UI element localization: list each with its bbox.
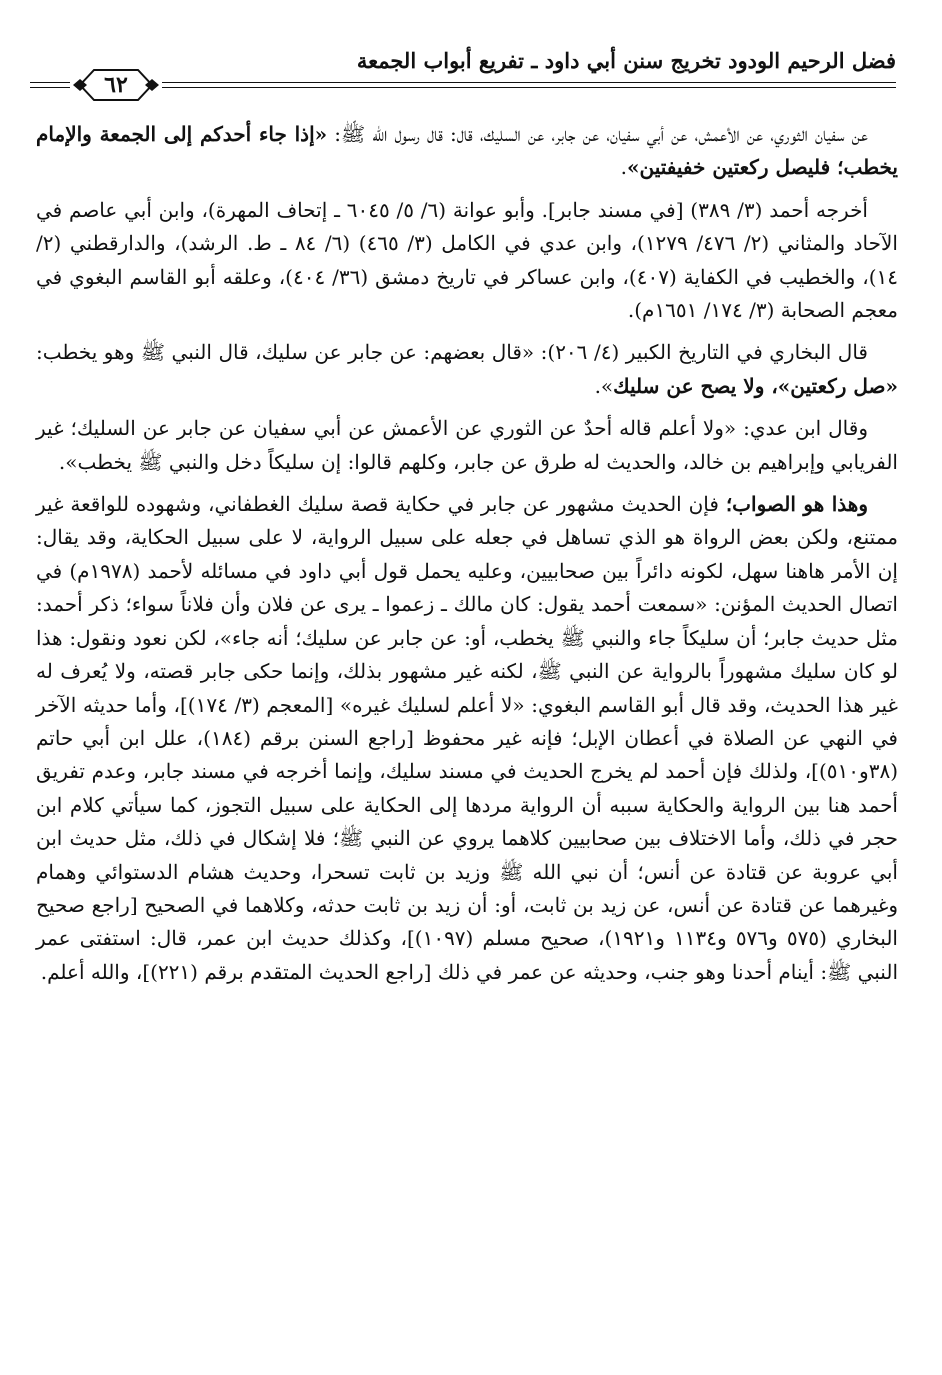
page-number-ornament [70, 66, 162, 104]
paragraph [36, 118, 898, 185]
running-title: فضل الرحيم الودود تخريج سنن أبي داود ـ تفريع أبواب الجمعة [356, 48, 896, 73]
paragraph-text: عن سفيان الثوري، عن الأعمش، عن أبي سفيان، عن جابر، عن السليك، قال: قال رسول الله ﷺ: [327, 122, 868, 146]
hadith-quote: «إذا جاء أحدكم إلى الجمعة والإمام يخطب؛ فليصل ركعتين خفيفتين» [36, 122, 898, 180]
paragraph [36, 412, 898, 479]
paragraph-heading: وهذا هو الصواب؛ [725, 492, 868, 517]
paragraph [36, 488, 898, 989]
page-number: ٦٢ [104, 72, 128, 98]
page-header [30, 40, 896, 98]
page-body [36, 118, 898, 998]
paragraph-text: أخرجه أحمد (٣/ ٣٨٩) [في مسند جابر]. وأبو عوانة (٦/ ٥/ ٦٠٤٥ ـ إتحاف المهرة)، وابن أبي عاصم في الآحاد والمثاني (٢/ ٤٧٦/ ١٢٧٩)، وابن عدي في الكامل (٣/ ٤٦٥) (٦/ ٨٤ ـ ط. الرشد)، والدارقطني (٢/ ١٤)، والخطيب في الكفاية (٤٠٧)، وابن عساكر في تاريخ دمشق (٣٦/ ٤٠٤)، وعلقه أبو القاسم البغوي في معجم الصحابة (٣/ ١٧٤/ ١٦٥١م). [36, 197, 898, 323]
paragraph [36, 194, 898, 328]
paragraph-text: . [620, 155, 627, 180]
paragraph-text: فإن الحديث مشهور عن جابر في حكاية قصة سليك الغطفاني، وشهوده للواقعة غير ممتنع، ولكن بعض الرواة هو الذي تساهل في جعله على سبيل الرواية، لا على سبيل الحكاية، وقد يقال: إن الأمر هاهنا سهل، لكونه دائراً بين صحابيين، وعليه يحمل قول أبي داود في مسائله لأحمد (١٩٧٨م) في اتصال الحديث المؤنن: «سمعت أحمد يقول: كان مالك ـ زعموا ـ يرى عن فلان وأن فلاناً سواء؛ ذكر أحمد: مثل حديث جابر؛ أن سليكاً جاء والنبي ﷺ يخطب، أو: عن جابر عن سليك؛ أنه جاء»، لكن نعود ونقول: هذا لو كان سليك مشهوراً بالرواية عن النبي ﷺ، لكنه غير مشهور بذلك، وإنما حكى جابر قصته، ولا يُعرف له غير هذا الحديث، وقد قال أبو القاسم البغوي: «لا أعلم لسليك غيره» [المعجم (٣/ ١٧٤)]، وأما حديثه الآخر في النهي عن الصلاة في أعطان الإبل؛ فإنه غير محفوظ [راجع السنن برقم (١٨٤)، علل ابن أبي حاتم (٣٨و٥١٠)]، ولذلك فإن أحمد لم يخرج الحديث في مسند سليك، وإنما أخرجه في مسند جابر، وعدم تفريق أحمد هنا بين الرواية والحكاية سببه أن الرواية مردها إلى الحكاية على سبيل التجوز، كما سيأتي كلام ابن حجر في ذلك، وأما الاختلاف بين صحابيين كلاهما يروي عن النبي ﷺ؛ فلا إشكال في ذلك، مثل حديث ابن أبي عروبة عن قتادة عن أنس؛ أن نبي الله ﷺ وزيد بن ثابت تسحرا، وحديث هشام الدستوائي وهمام وغيرهما عن قتادة عن أنس، عن زيد بن ثابت، أو: أن زيد بن ثابت حدثه، وكلاهما في الصحيح [راجع صحيح البخاري (٥٧٥ و٥٧٦ و١١٣٤ و١٩٢١)، صحيح مسلم (١٠٩٧)]، وكذلك حديث ابن عمر، قال: استفتى عمر النبي ﷺ: أينام أحدنا وهو جنب، وحديثه عن عمر في ذلك [راجع الحديث المتقدم برقم (٢٢١)]، والله أعلم. [36, 492, 898, 984]
paragraph-text: ». [594, 373, 614, 398]
paragraph-text: قال البخاري في التاريخ الكبير (٤/ ٢٠٦): «قال بعضهم: عن جابر عن سليك، قال النبي ﷺ وهو يخطب: [36, 340, 868, 365]
paragraph-text: وقال ابن عدي: «ولا أعلم قاله أحدٌ عن الثوري عن الأعمش عن أبي سفيان عن جابر عن السليك؛ غير الفريابي وإبراهيم بن خالد، والحديث له طرق عن جابر، وكلهم قالوا: إن سليكاً دخل والنبي ﷺ يخطب». [36, 416, 898, 474]
hadith-quote: «صل ركعتين»، ولا يصح عن سليك [613, 373, 898, 398]
paragraph [36, 336, 898, 403]
